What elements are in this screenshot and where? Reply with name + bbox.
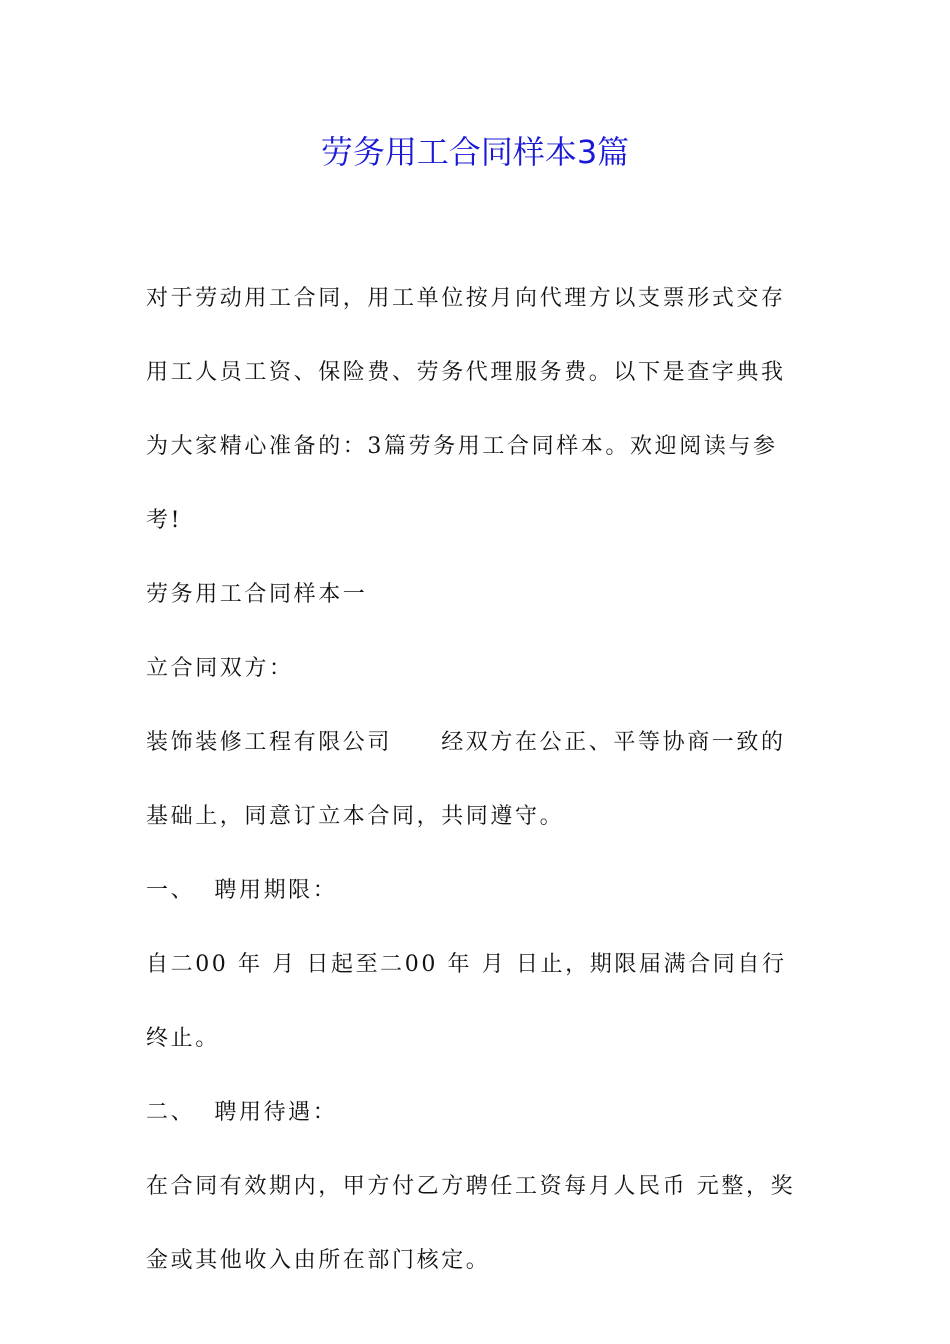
company-agreement-paragraph: 装饰装修工程有限公司 经双方在公正、平等协商一致的基础上，同意订立本合同，共同遵守。 — [146, 730, 786, 829]
compensation-paragraph: 在合同有效期内，甲方付乙方聘任工资每月人民币 元整，奖金或其他收入由所在部门核定。 — [146, 1174, 796, 1273]
term-paragraph: 自二00 年 月 日起至二00 年 月 日止，期限届满合同自行终止。 — [146, 952, 787, 1051]
intro-paragraph: 对于劳动用工合同，用工单位按月向代理方以支票形式交存用工人员工资、保险费、劳务代理服务费。以下是查字典我为大家精心准备的：3篇劳务用工合同样本。欢迎阅读与参考! — [146, 286, 786, 533]
clause-heading-term: 一、 聘用期限： — [146, 878, 338, 903]
clause-heading-compensation: 二、 聘用待遇： — [146, 1100, 338, 1125]
document-title: 劳务用工合同样本3篇 — [320, 133, 630, 171]
section-heading-sample-one: 劳务用工合同样本一 — [146, 582, 368, 607]
contract-parties-label: 立合同双方： — [146, 656, 294, 681]
document-body — [146, 262, 806, 1298]
